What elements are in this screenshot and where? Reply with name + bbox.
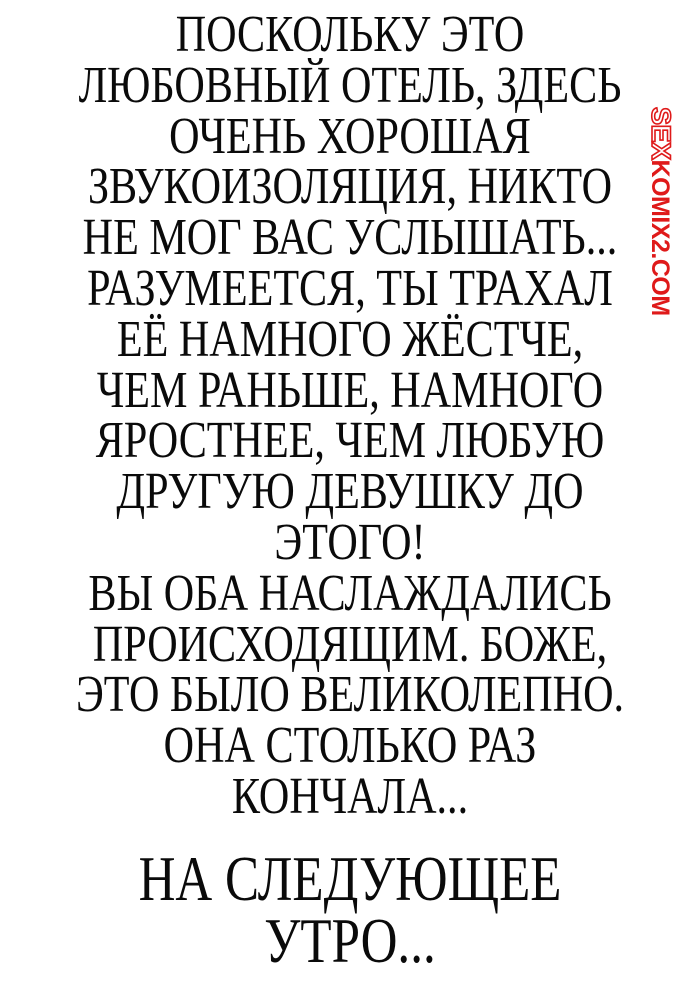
caption-line: ЯРОСТНЕЕ, ЧЕМ ЛЮБУЮ xyxy=(95,412,605,470)
caption-line: ПОСКОЛЬКУ ЭТО xyxy=(175,6,525,63)
caption-text-block xyxy=(67,6,634,825)
caption-line: ПРОИСХОДЯЩИМ. БОЖЕ, xyxy=(92,615,608,673)
scene-transition-text xyxy=(67,844,634,976)
caption-line: ОНА СТОЛЬКО РАЗ xyxy=(163,717,537,775)
caption-line: ЧЕМ РАНЬШЕ, НАМНОГО xyxy=(96,361,604,419)
caption-line: ЗВУКОИЗОЛЯЦИЯ, НИКТО xyxy=(87,158,613,216)
caption-line: ЭТО БЫЛО ВЕЛИКОЛЕПНО. xyxy=(75,666,625,724)
caption-line: РАЗУМЕЕТСЯ, ТЫ ТРАХАЛ xyxy=(87,259,613,317)
caption-line: ЭТОГО! xyxy=(274,513,426,571)
sexkomix2-watermark xyxy=(646,107,676,316)
caption-line: НЕ МОГ ВАС УСЛЫШАТЬ... xyxy=(82,209,618,267)
caption-line: ОЧЕНЬ ХОРОШАЯ xyxy=(169,107,531,165)
watermark-brand-prefix: SEX xyxy=(646,107,676,160)
caption-line: ВЫ ОБА НАСЛАЖДАЛИСЬ xyxy=(88,564,612,622)
watermark-brand-suffix: KOMIX2.COM xyxy=(646,159,674,316)
caption-line: КОНЧАЛА... xyxy=(231,767,469,825)
transition-line: УТРО... xyxy=(264,906,436,976)
caption-line: ЛЮБОВНЫЙ ОТЕЛЬ, ЗДЕСЬ xyxy=(78,56,622,114)
transition-line: НА СЛЕДУЮЩЕЕ xyxy=(138,844,562,914)
caption-line: ЕЁ НАМНОГО ЖЁСТЧЕ, xyxy=(116,310,584,368)
caption-line: ДРУГУЮ ДЕВУШКУ ДО xyxy=(116,463,584,521)
